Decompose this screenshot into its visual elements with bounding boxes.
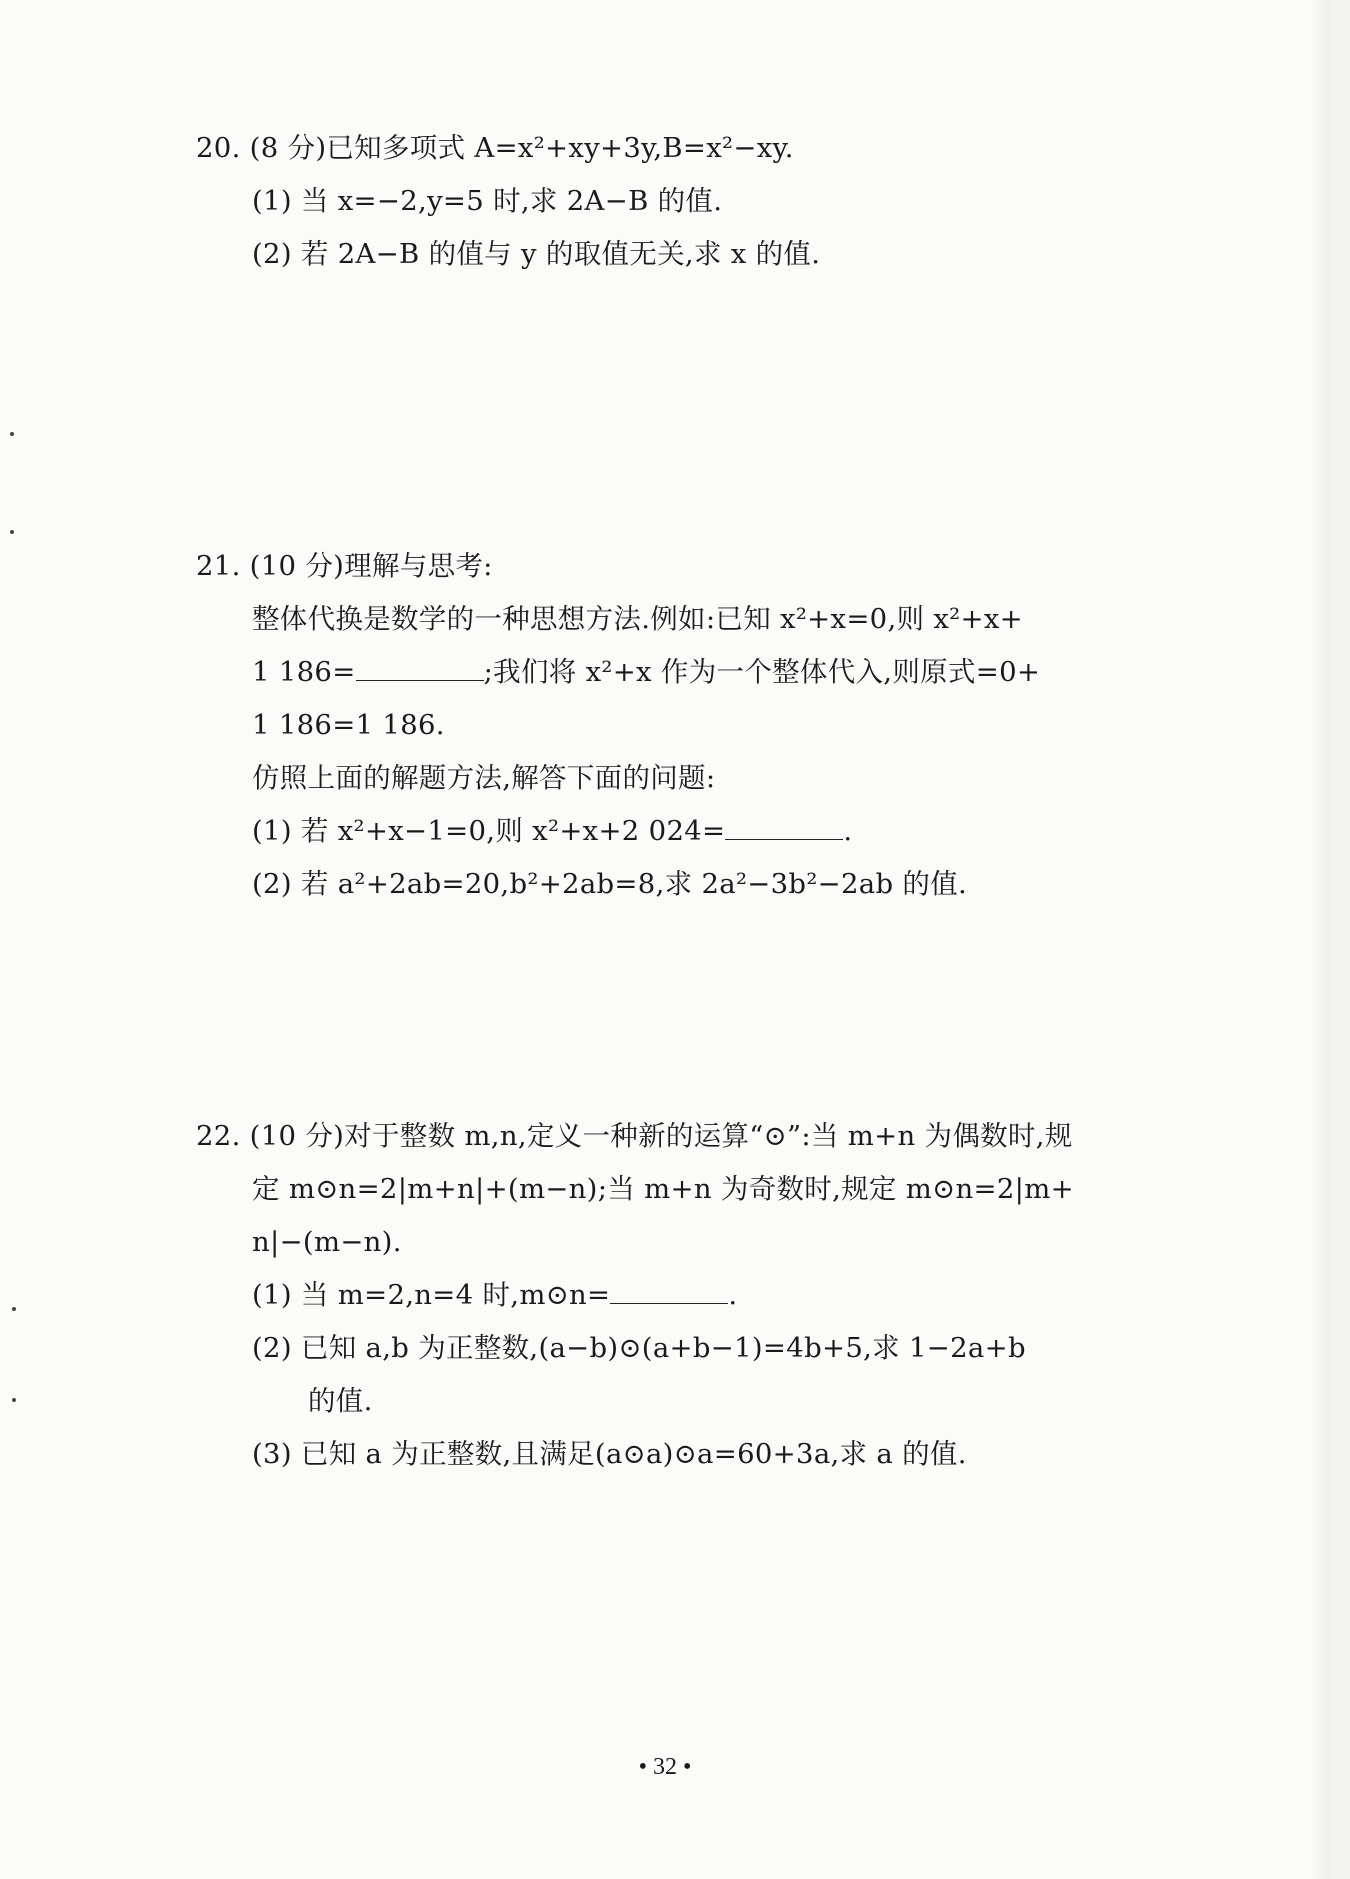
problem-22-part-2: (2) 已知 a,b 为正整数,(a−b)⊙(a+b−1)=4b+5,求 1−2a+b [252, 1332, 1026, 1364]
problem-22-definition-end: n|−(m−n). [252, 1226, 402, 1258]
problem-21-example-result: 1 186=1 186. [252, 709, 445, 741]
answer-blank[interactable] [725, 838, 843, 840]
problem-21-instruction: 仿照上面的解题方法,解答下面的问题: [252, 762, 716, 794]
problem-22 [196, 1110, 1206, 1481]
problem-22-part-3: (3) 已知 a 为正整数,且满足(a⊙a)⊙a=60+3a,求 a 的值. [252, 1438, 967, 1470]
scan-speck [10, 530, 14, 534]
problem-21-part-1-end: . [843, 815, 853, 847]
problem-21 [196, 540, 1206, 911]
answer-blank[interactable] [356, 679, 484, 681]
problem-20-stem: 20. (8 分)已知多项式 A=x²+xy+3y,B=x²−xy. [196, 132, 794, 164]
problem-20 [196, 122, 1206, 281]
scan-speck [10, 432, 14, 436]
problem-21-part-2: (2) 若 a²+2ab=20,b²+2ab=8,求 2a²−3b²−2ab 的值. [252, 868, 968, 900]
problem-22-part-2-cont: 的值. [308, 1385, 373, 1417]
problem-21-intro: 整体代换是数学的一种思想方法.例如:已知 x²+x=0,则 x²+x+ [252, 603, 1023, 635]
problem-21-example-left: 1 186= [252, 656, 356, 688]
scan-speck [12, 1307, 16, 1311]
problem-21-title: 21. (10 分)理解与思考: [196, 550, 493, 582]
scan-speck [12, 1398, 16, 1402]
problem-21-example [196, 646, 1206, 699]
problem-21-example-right: ;我们将 x²+x 作为一个整体代入,则原式=0+ [483, 656, 1041, 688]
problem-21-part-1 [196, 805, 1206, 858]
problem-20-part-2: (2) 若 2A−B 的值与 y 的取值无关,求 x 的值. [252, 238, 821, 270]
problem-22-definition: 定 m⊙n=2|m+n|+(m−n);当 m+n 为奇数时,规定 m⊙n=2|m+ [252, 1173, 1074, 1205]
problem-22-part-1 [196, 1269, 1206, 1322]
problem-22-part-1-end: . [728, 1279, 738, 1311]
problem-20-part-1: (1) 当 x=−2,y=5 时,求 2A−B 的值. [252, 185, 723, 217]
answer-blank[interactable] [610, 1302, 728, 1304]
page-number: • 32 • [638, 1754, 692, 1780]
problem-22-part-1-text: (1) 当 m=2,n=4 时,m⊙n= [252, 1279, 611, 1311]
problem-22-stem: 22. (10 分)对于整数 m,n,定义一种新的运算“⊙”:当 m+n 为偶数时,规 [196, 1120, 1073, 1152]
problem-21-part-1-text: (1) 若 x²+x−1=0,则 x²+x+2 024= [252, 815, 726, 847]
